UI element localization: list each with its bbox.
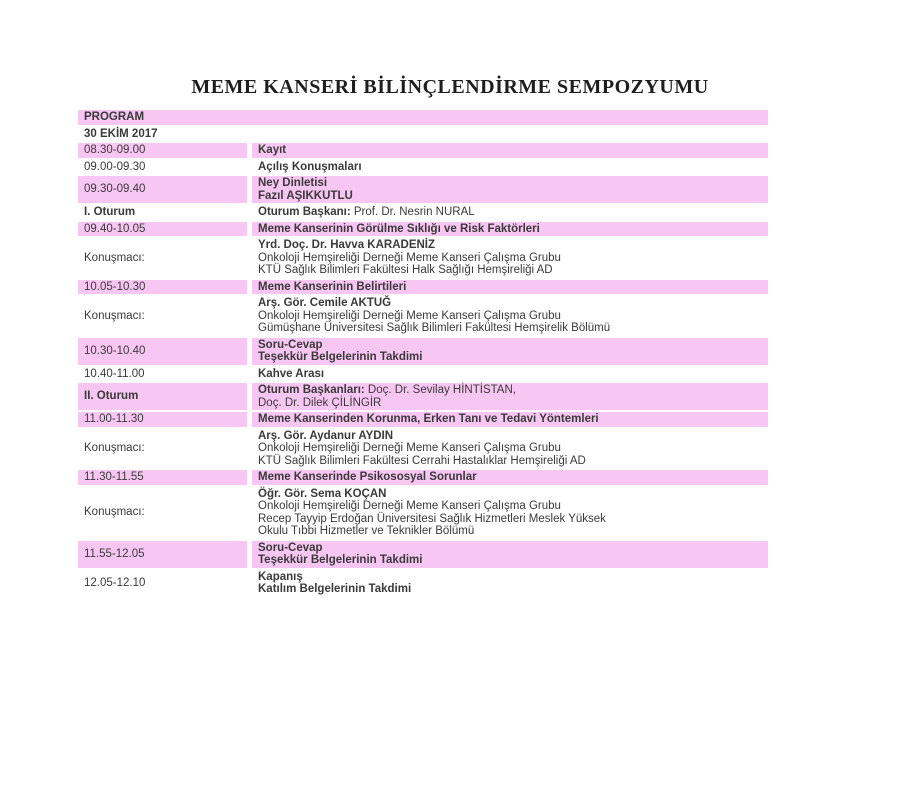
speaker-cell bbox=[78, 238, 247, 278]
time-label: 10.05-10.30 bbox=[84, 280, 146, 293]
time-label: 10.30-10.40 bbox=[84, 344, 146, 357]
event-title: Soru-Cevap bbox=[258, 541, 323, 554]
event-title: Ney Dinletisi bbox=[258, 177, 328, 189]
speaker-affiliation: Recep Tayyip Erdoğan Üniversitesi Sağlık Hizmetleri Meslek Yüksek bbox=[258, 512, 606, 525]
speaker-affiliation: KTÜ Sağlık Bilimleri Fakültesi Cerrahi Hastalıklar Hemşireliği AD bbox=[258, 454, 586, 467]
table-row bbox=[78, 160, 768, 175]
speaker-name: Yrd. Doç. Dr. Havva KARADENİZ bbox=[258, 239, 436, 251]
speaker-name: Arş. Gör. Aydanur AYDIN bbox=[258, 429, 394, 442]
event-title: Kapanış bbox=[258, 570, 303, 583]
table-row bbox=[78, 367, 768, 382]
speaker-label: Konuşmacı: bbox=[84, 251, 145, 264]
event-cell bbox=[252, 143, 768, 158]
table-row bbox=[78, 222, 768, 237]
event-cell bbox=[252, 280, 768, 295]
event-cell bbox=[252, 205, 768, 220]
event-subtitle: Katılım Belgelerinin Takdimi bbox=[258, 583, 412, 595]
event-cell bbox=[252, 412, 768, 427]
speaker-cell bbox=[78, 429, 247, 469]
time-cell bbox=[78, 338, 247, 365]
speaker-affiliation: Onkoloji Hemşireliği Derneği Meme Kanseri Çalışma Grubu bbox=[258, 309, 561, 322]
table-row bbox=[78, 570, 768, 597]
event-title: Meme Kanserinden Korunma, Erken Tanı ve Tedavi Yöntemleri bbox=[258, 413, 599, 425]
event-title: Meme Kanserinin Görülme Sıklığı ve Risk Faktörleri bbox=[258, 222, 540, 235]
table-row-session-1 bbox=[78, 205, 768, 220]
time-label: 11.55-12.05 bbox=[84, 547, 145, 560]
page-title: MEME KANSERİ BİLİNÇLENDİRME SEMPOZYUMU bbox=[191, 76, 709, 98]
time-cell bbox=[78, 143, 247, 158]
time-cell bbox=[78, 570, 247, 597]
event-cell bbox=[252, 541, 768, 568]
event-title: Açılış Konuşmaları bbox=[258, 160, 362, 173]
event-cell bbox=[252, 570, 768, 597]
event-cell bbox=[252, 429, 768, 469]
event-title: Soru-Cevap bbox=[258, 338, 323, 351]
time-label: 09.40-10.05 bbox=[84, 222, 146, 235]
table-row bbox=[78, 412, 768, 427]
session-label: II. Oturum bbox=[84, 390, 139, 403]
event-cell bbox=[252, 238, 768, 278]
time-cell bbox=[78, 176, 247, 203]
event-title: Meme Kanserinde Psikososyal Sorunlar bbox=[258, 471, 477, 483]
event-title: Kayıt bbox=[258, 144, 287, 156]
session-label: I. Oturum bbox=[84, 206, 136, 218]
event-cell bbox=[252, 487, 768, 539]
event-cell bbox=[252, 338, 768, 365]
time-label: 11.30-11.55 bbox=[84, 471, 144, 483]
speaker-affiliation: Onkoloji Hemşireliği Derneği Meme Kanseri Çalışma Grubu bbox=[258, 442, 561, 454]
event-cell bbox=[252, 470, 768, 485]
table-row bbox=[78, 541, 768, 568]
speaker-affiliation: Onkoloji Hemşireliği Derneği Meme Kanseri Çalışma Grubu bbox=[258, 251, 561, 264]
time-label: 09.00-09.30 bbox=[84, 160, 146, 173]
program-table bbox=[78, 110, 768, 599]
event-title: Meme Kanserinin Belirtileri bbox=[258, 280, 407, 293]
time-cell bbox=[78, 541, 247, 568]
speaker-affiliation: Gümüşhane Üniversitesi Sağlık Bilimleri Fakültesi Hemşirelik Bölümü bbox=[258, 322, 611, 334]
time-cell bbox=[78, 160, 247, 175]
table-row-speaker bbox=[78, 429, 768, 469]
performer-name: Fazıl AŞIKKUTLU bbox=[258, 189, 353, 202]
table-row bbox=[78, 176, 768, 203]
session-chair bbox=[258, 206, 762, 219]
table-row-session-2 bbox=[78, 383, 768, 410]
event-cell bbox=[252, 222, 768, 237]
table-row bbox=[78, 143, 768, 158]
speaker-label: Konuşmacı: bbox=[84, 442, 145, 454]
event-cell bbox=[252, 160, 768, 175]
speaker-affiliation: Onkoloji Hemşireliği Derneği Meme Kanseri Çalışma Grubu bbox=[258, 500, 561, 512]
time-label: 12.05-12.10 bbox=[84, 576, 146, 589]
time-label: 08.30-09.00 bbox=[84, 144, 146, 156]
chair-name: Prof. Dr. Nesrin NURAL bbox=[350, 206, 475, 218]
table-row-program bbox=[78, 110, 768, 125]
table-row-speaker bbox=[78, 296, 768, 336]
time-cell bbox=[78, 367, 247, 382]
speaker-name: Öğr. Gör. Sema KOÇAN bbox=[258, 487, 387, 500]
event-subtitle: Teşekkür Belgelerinin Takdimi bbox=[258, 554, 423, 566]
table-row bbox=[78, 280, 768, 295]
program-header: PROGRAM bbox=[78, 110, 768, 125]
table-row-speaker bbox=[78, 238, 768, 278]
event-cell bbox=[252, 296, 768, 336]
time-cell bbox=[78, 470, 247, 485]
time-cell bbox=[78, 222, 247, 237]
table-row-speaker bbox=[78, 487, 768, 539]
speaker-affiliation: KTÜ Sağlık Bilimleri Fakültesi Halk Sağlığı Hemşireliği AD bbox=[258, 264, 553, 276]
speaker-label: Konuşmacı: bbox=[84, 506, 145, 519]
session-chair bbox=[258, 384, 762, 397]
session-cell bbox=[78, 205, 247, 220]
speaker-cell bbox=[78, 487, 247, 539]
time-cell bbox=[78, 412, 247, 427]
event-cell bbox=[252, 176, 768, 203]
event-cell bbox=[252, 383, 768, 410]
session-cell bbox=[78, 383, 247, 410]
chair-name: Doç. Dr. Sevilay HİNTİSTAN, bbox=[364, 384, 516, 396]
speaker-name: Arş. Gör. Cemile AKTUĞ bbox=[258, 297, 392, 309]
table-row-date bbox=[78, 127, 768, 142]
table-row bbox=[78, 338, 768, 365]
event-subtitle: Teşekkür Belgelerinin Takdimi bbox=[258, 351, 423, 363]
time-cell bbox=[78, 280, 247, 295]
date-label: 30 EKİM 2017 bbox=[84, 127, 158, 140]
time-label: 09.30-09.40 bbox=[84, 183, 146, 196]
speaker-label: Konuşmacı: bbox=[84, 309, 145, 322]
time-label: 11.00-11.30 bbox=[84, 413, 144, 425]
event-title: Kahve Arası bbox=[258, 367, 325, 380]
time-label: 10.40-11.00 bbox=[84, 367, 145, 380]
speaker-cell bbox=[78, 296, 247, 336]
chair-label: Oturum Başkanı: bbox=[258, 206, 351, 218]
speaker-affiliation: Okulu Tıbbi Hizmetler ve Teknikler Bölümü bbox=[258, 525, 475, 537]
event-cell bbox=[252, 367, 768, 382]
table-row bbox=[78, 470, 768, 485]
chair-name: Doç. Dr. Dilek ÇİLİNGİR bbox=[258, 396, 382, 409]
chair-label: Oturum Başkanları: bbox=[258, 384, 365, 396]
